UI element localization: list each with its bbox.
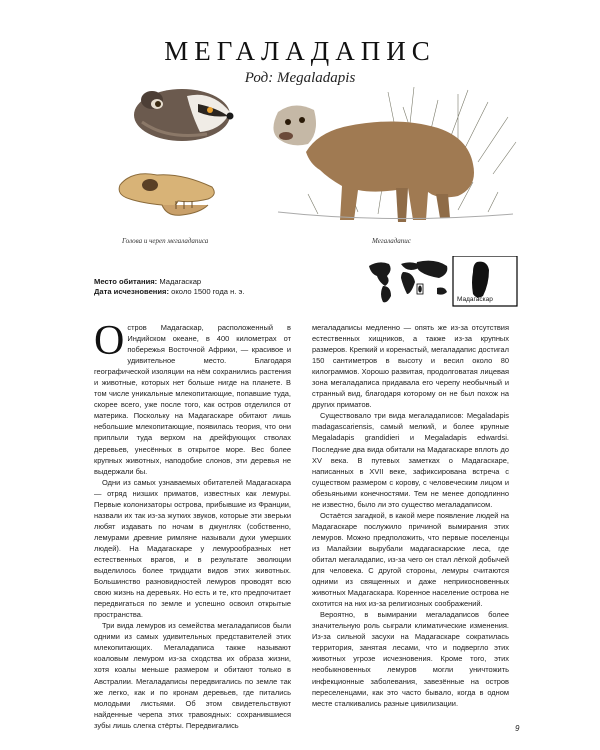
text-column-left [94, 318, 291, 731]
paragraph: Остаётся загадкой, в какой мере появление людей на Мадагаскаре послужило причиной вымирания этих лемуров. Можно предположить, что первые поселенцы из Малайзии вырубали мадагаскарские леса, где обитал мегаладапис, из-за чего он стал лёгкой добычей для человека. С другой стороны, лемуры считаются одними из священных и даже неприкосновенных животных Мадагаскара. Коренное население острова не охотится на них из-за религиозных соображений. [312, 510, 509, 609]
facts-block [94, 277, 245, 297]
genus-subtitle: Род: Megaladapis [244, 70, 356, 86]
body-caption: Мегаладапис [372, 237, 411, 245]
megaladapis-illustration [258, 82, 520, 232]
text-column-right [312, 322, 509, 709]
extinction-value: около 1500 года н. э. [169, 287, 245, 296]
paragraph: мегаладаписы медленно — опять же из-за отсутствия естественных хищников, а также из-за крупных размеров. Крепкий и коренастый, мегаладапис достигал 150 сантиметров в высоту и весил около 80 килограммов. Хорошо развитая, продолговатая лицевая зона мегаладаписа придавала его черепу необычный и странный вид, благодаря которому он не был похож на других приматов. [312, 323, 509, 410]
extinction-row [94, 287, 245, 297]
paragraph: Существовало три вида мегаладаписов: Megaladapis madagascariensis, самый мелкий, и более крупные Megaladapis grandidieri и Megaladapis edwardsi. Последние два вида обитали на Мадагаскаре вплоть до XV века. В путевых заметках о Мадагаскаре, написанных в XVII веке, зафиксирована встреча с существом размером с корову, с человеческим лицом и обезьяньими конечностями. Тем не менее доподлинно не известно, было ли это существо мегаладаписом. [312, 411, 509, 509]
paragraph: Три вида лемуров из семейства мегаладаписов были одними из самых удивительных представителей этих млекопитающих. Мегаладаписа также называют коаловым лемуром из-за сходства их образа жизни, хотя коалы меньше размером и обитают только в Австралии. Мегаладаписы передвигались по земле так же легко, как и по кронам деревьев, где питались молодыми листьями. Об этом свидетельствуют найденные черепа этих травоядных: сохранившиеся зубы лишь слегка стёрты. Передвигались [94, 621, 291, 730]
drop-cap: О [94, 318, 125, 364]
habitat-label: Место обитания: [94, 277, 158, 286]
paragraph: Одни из самых узнаваемых обитателей Мадагаскара — отряд низших приматов, известных как лемуры. Первые колонизаторы острова, прибывшие из Франции, назвали их так из-за жутких звуков, которые эти зверьки любят издавать по ночам в джунглях (собственно, лемурами древние римляне называли духи умерших людей). На Мадагаскаре у лемурообразных нет естественных врагов, и в результате эволюции выделилось более тридцати видов этих животных. Большинство разновидностей лемуров проводят всю свою жизнь на деревьях. Но есть и те, кто предпочитает передвигаться по земле и успешно освоил открытые пространства. [94, 477, 291, 620]
extinction-label: Дата исчезновения: [94, 287, 170, 296]
madagascar-label: Мадагаскар [457, 296, 493, 303]
habitat-row [94, 277, 245, 287]
world-map [369, 261, 447, 303]
habitat-value: Мадагаскар [157, 277, 202, 286]
skull-illustration [112, 165, 222, 225]
page-number: 9 [515, 724, 520, 733]
paragraph: Вероятно, в вымирании мегаладаписов более значительную роль сыграли климатические изменения. Из-за сильной засухи на Мадагаскаре сократилась территория, занятая лесами, что и подвергло этих животных угрозе исчезновения. Кроме того, этих необыкновенных лемуров могли уничтожить инфекционные заболевания, завезённые на остров переселенцами, как это часто бывало, когда в одном месте сталкивались разные цивилизации. [312, 610, 509, 708]
page-title: МЕГАЛАДАПИС [164, 36, 436, 66]
paragraph [94, 318, 291, 477]
head-illustration [112, 82, 237, 144]
paragraph-text: стров Мадагаскар, расположенный в Индийском океане, в 400 километрах от побережья Восточной Африки, — красивое и удивительное место. Благодаря географической изоляции на нём сохранились растения и животные, которых нет больше нигде на планете. В том числе уникальные млекопитающие, попавшие туда, скорее всего, уже после того, как остров отделился от материка. Поскольку на Мадагаскаре обитают лишь небольшие млекопитающие, появилась теория, что они приплыли туда верхом на дрейфующих стволах деревьев, унесённых в открытое море. Вес более крупных животных, наподобие слонов, эти деревья не выдержали бы. [94, 323, 291, 476]
location-maps [365, 256, 520, 308]
head-caption: Голова и череп мегаладаписа [122, 237, 209, 245]
